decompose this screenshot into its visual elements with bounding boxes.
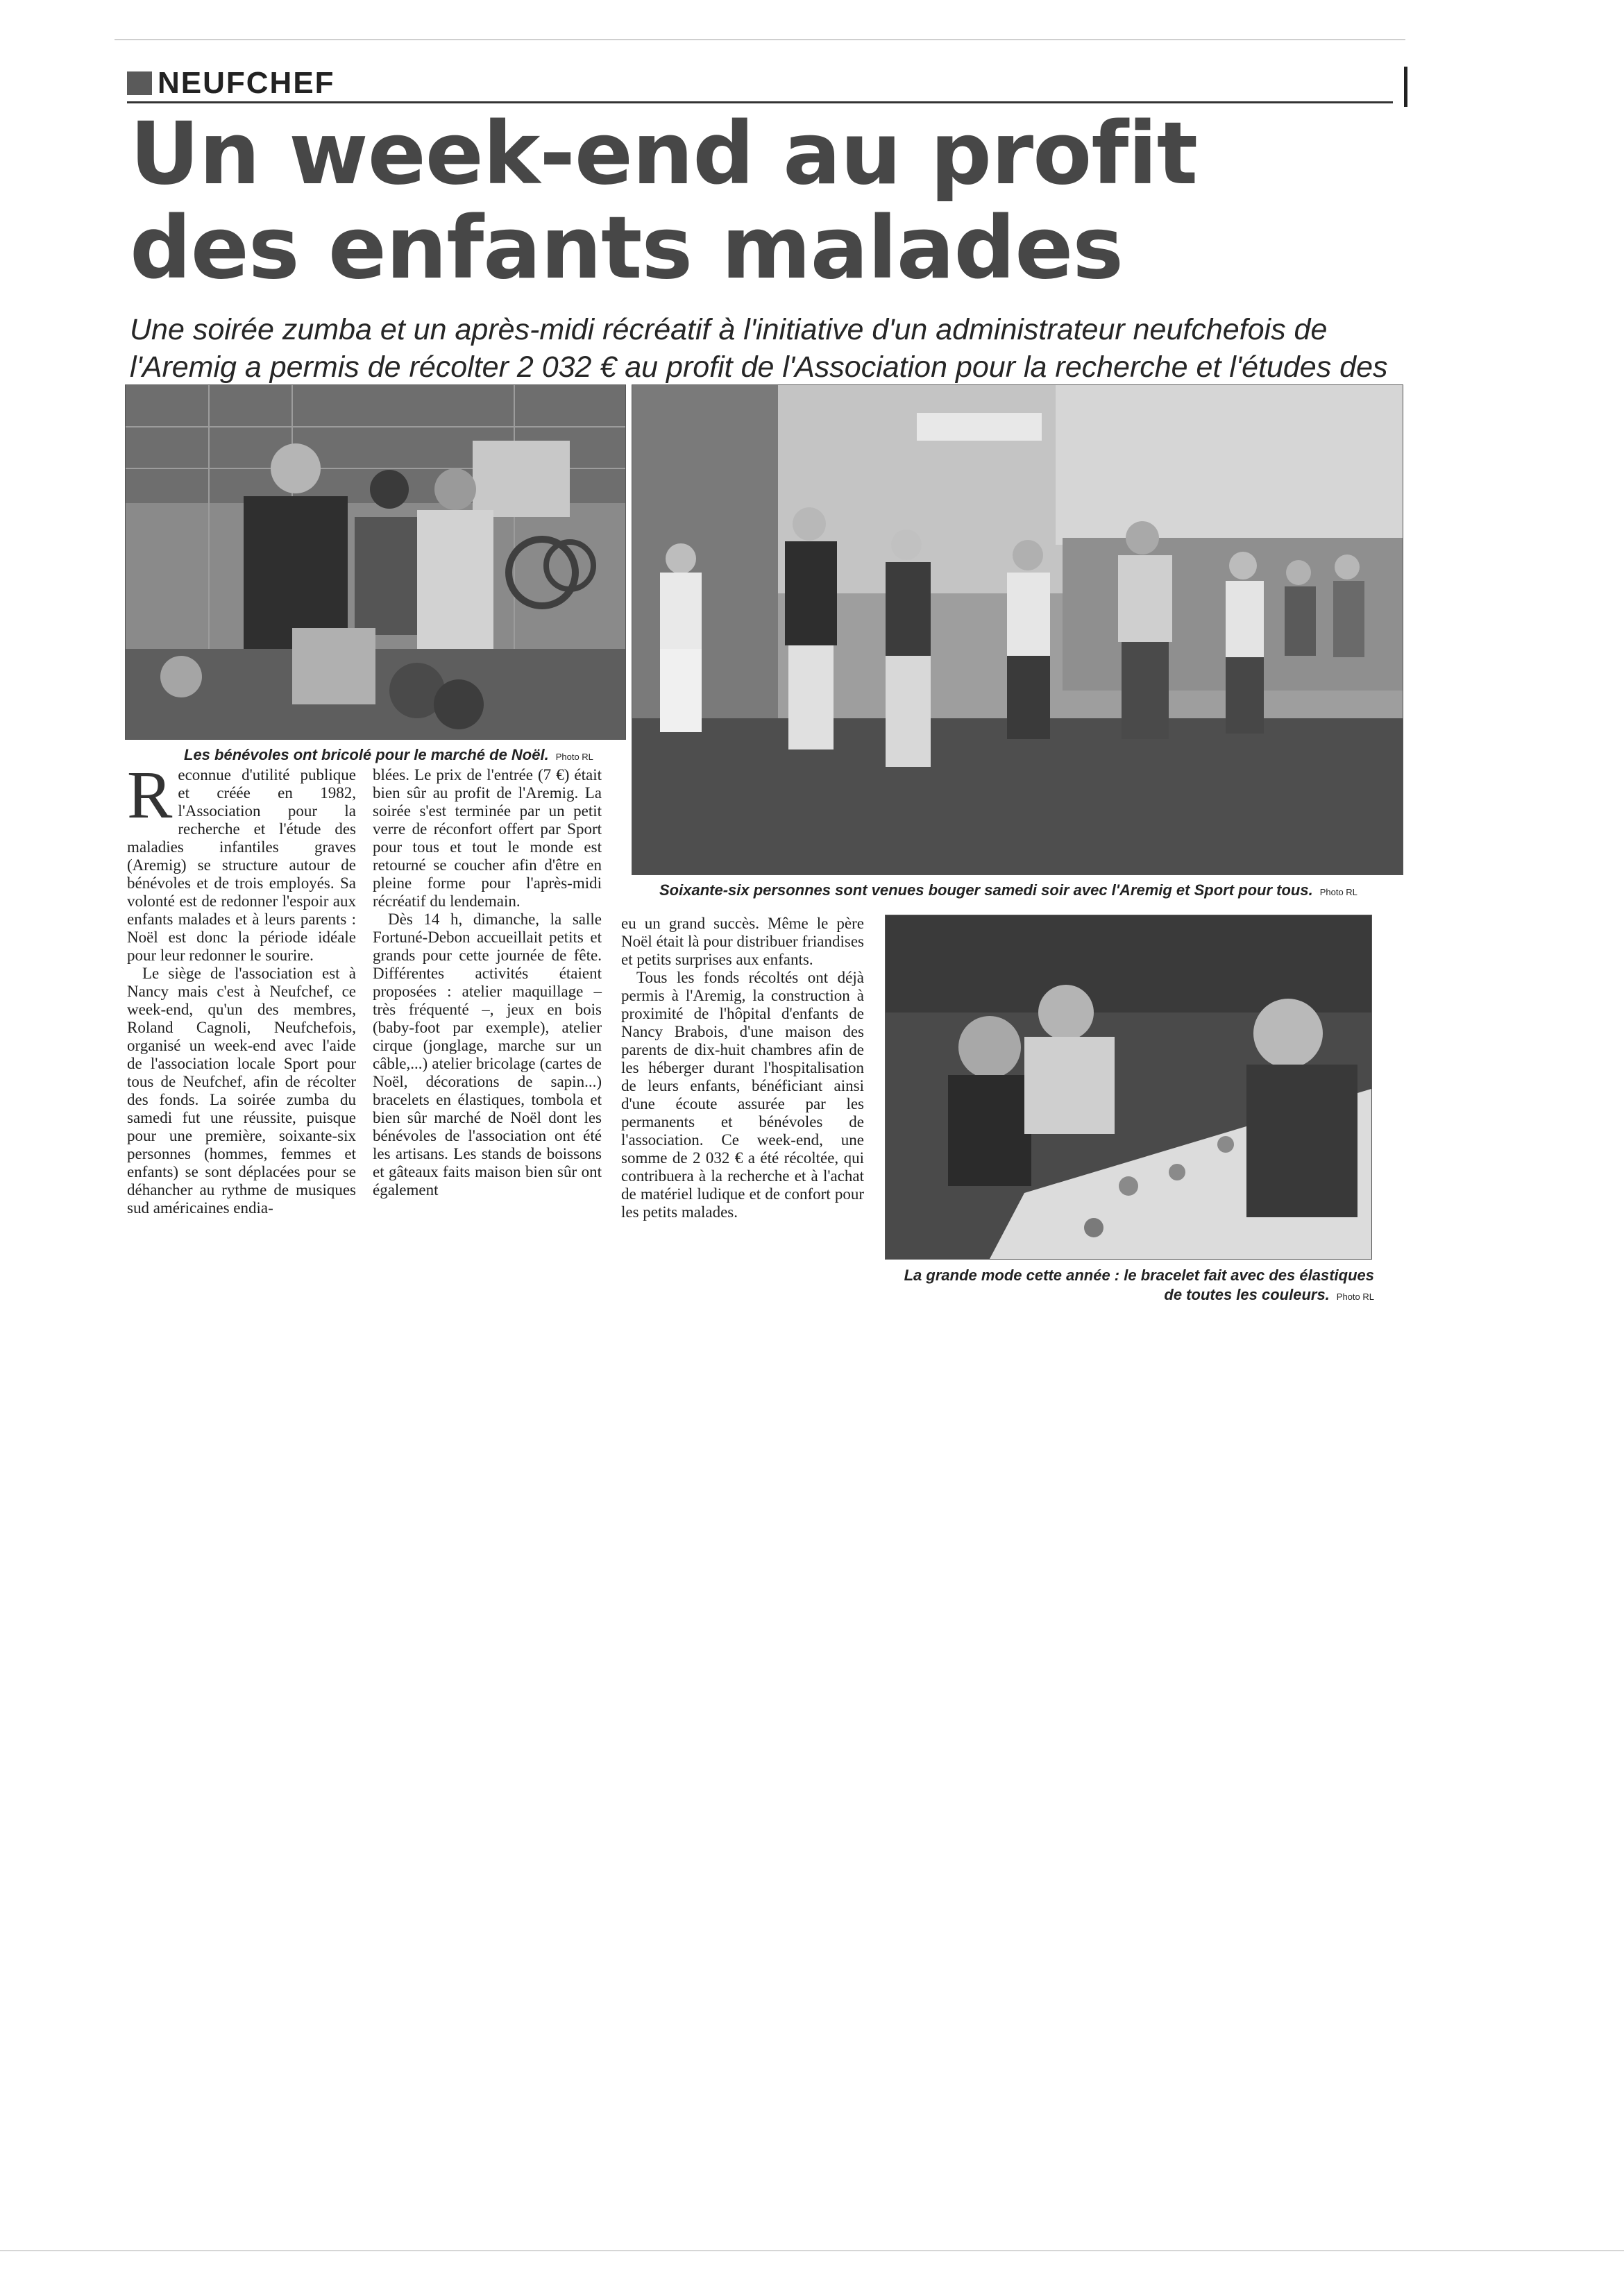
body-column-1 [127,758,356,1217]
paragraph: Tous les fonds récoltés ont déjà permis à l'Aremig, la construction à proximité de l'hôpital d'enfants de Nancy Brabois, d'une maison des parents de dix-huit chambres afin de les héberger durant l'hospitalisation de leurs enfants, bénéficiant ainsi d'une écoute assurée par les permanents et bénévoles de l'association. Ce week-end, une somme de 2 032 € a été récoltée, qui contribuera à la recherche et à l'achat de matériel ludique et de confort pour les petits malades. [621,969,864,1221]
paragraph: blées. Le prix de l'entrée (7 €) était bien sûr au profit de l'Aremig. La soirée s'est terminée par un petit verre de réconfort offert par Sport pour tous et tout le monde est retourné se coucher afin d'être en pleine forme pour l'après-midi récréatif du lendemain. [373,766,602,910]
caption-text: Les bénévoles ont bricolé pour le marché de Noël. [184,746,549,763]
section-name: NEUFCHEF [158,66,335,100]
caption-text: La grande mode cette année : le bracelet fait avec des élastiques de toutes les couleurs. [904,1267,1374,1303]
photo-credit: Photo RL [1319,887,1357,897]
caption-text: Soixante-six personnes sont venues bouger samedi soir avec l'Aremig et Sport pour tous. [659,881,1313,899]
paragraph-text: econnue d'utilité publique et créée en 1982, l'Association pour la recherche et l'étude des maladies infantiles graves (Aremig) se structure autour de bénévoles et de trois employés. Sa volonté est de redonner l'espoir aux enfants malades et à leurs parents : Noël est donc la période idéale pour leur redonner le sourire. [127,766,356,964]
rubric-square-icon [127,71,152,95]
headline-line-2: des enfants malades [130,198,1124,298]
drop-cap: R [127,758,173,833]
body-column-2 [373,766,602,1199]
section-rule [127,101,1393,103]
caption-zumba [659,881,1395,902]
newspaper-clipping [115,39,1409,1303]
paragraph: Dès 14 h, dimanche, la salle Fortuné-Debon accueillait petits et grands pour cette journée de fête. Différentes activités étaient proposées : atelier maquillage – très fréquenté –, jeux en bois (baby-foot par exemple), atelier cirque (jonglage, marche sur un câble,...) atelier bricolage (cartes de Noël, décorations de sapin...) bracelets en élastiques, tombola et bien sûr marché de Noël dont les bénévoles de l'association ont été les artisans. Les stands de boissons et gâteaux faits maison bien sûr ont également [373,911,602,1199]
caption-bracelets [888,1266,1374,1307]
clipping-top-edge [115,39,1405,40]
photo-zumba-image [632,385,1403,874]
caption-volunteers [184,745,628,767]
section-rule-end [1404,67,1407,107]
photo-credit: Photo RL [1336,1292,1374,1302]
scan-edge-line [0,2250,1624,2251]
lede: Une soirée zumba et un après-midi récréatif à l'initiative d'un administrateur neufchefois de l'Aremig a permis de récolter 2 032 € au profit de l'Association pour la recherche et l'études des [130,313,1388,384]
body-column-3 [621,915,864,1221]
paragraph [127,758,356,965]
headline [130,104,1379,298]
paragraph: eu un grand succès. Même le père Noël était là pour distribuer friandises et petits surprises aux enfants. [621,915,864,968]
photo-credit: Photo RL [555,752,593,762]
photo-volunteers [125,384,626,740]
photo-bracelets [885,915,1372,1260]
photo-bracelets-image [886,915,1371,1259]
section-rubric [127,68,335,99]
paragraph: Le siège de l'association est à Nancy mais c'est à Neufchef, ce week-end, qu'un des membres, Roland Cagnoli, Neufchefois, organisé un week-end avec l'aide de l'association locale Sport pour tous de Neufchef, afin de récolter des fonds. La soirée zumba du samedi fut une réussite, puisque pour une première, soixante-six personnes (hommes, femmes et enfants) se sont déplacées pour se déhancher au rythme de musiques sud américaines endia- [127,965,356,1217]
headline-line-1: Un week-end au profit [130,104,1198,204]
photo-volunteers-image [126,385,625,739]
photo-zumba [632,384,1403,875]
